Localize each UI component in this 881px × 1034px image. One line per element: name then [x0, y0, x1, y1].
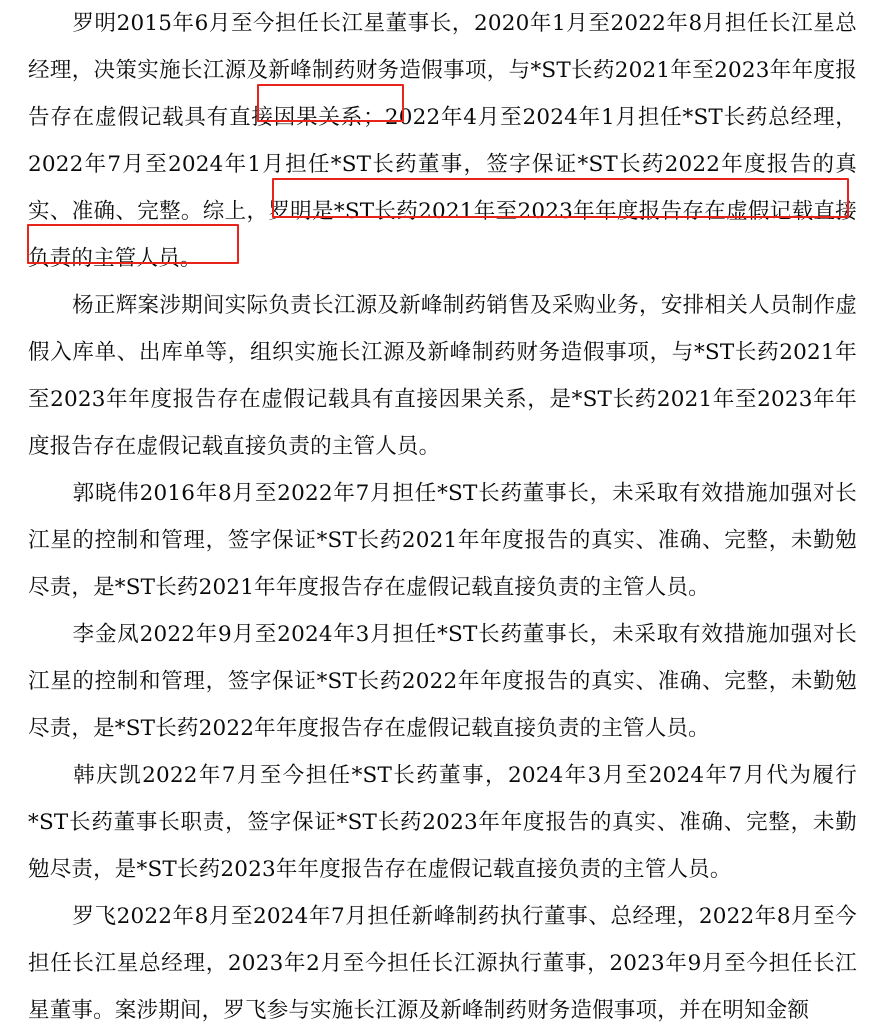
paragraph-block: [0, 0, 881, 282]
paragraph-block: [0, 611, 881, 752]
paragraph-text-segment: 。: [179, 246, 202, 271]
paragraph-luo-fei: [0, 893, 881, 1034]
paragraph-text-segment: 罗飞2022年8月至2024年7月担任新峰制药执行董事、总经理，2022年8月至今担任长江星总经理，2023年2月至今担任长江源执行董事，2023年9月至今担任长江星董事。案涉期间，罗飞参与实施长江源及新峰制药财务造假事项，并在明知金额: [28, 904, 857, 1023]
paragraph-text-segment: 2022年4月至2024年1月担任*ST长药总经理，2022年7月至2024年1月担任*ST长药董事，签字保证*ST长药2022年度报告的真实、准确、完整。综上，: [28, 105, 857, 224]
paragraph-block: [0, 282, 881, 470]
paragraph-luo-ming: [0, 0, 881, 282]
paragraph-text-segment: 郭晓伟2016年8月至2022年7月担任*ST长药董事长，未采取有效措施加强对长江星的控制和管理，签字保证*ST长药2021年年度报告的真实、准确、完整，未勤勉尽责，是*ST长药2021年年度报告存在虚假记载直接负责的主管人员。: [28, 481, 857, 600]
highlighted-text-responsible-person: 罗明是*ST长药2021年至2023年年度报告存在虚假记载直接负责的主管人员: [28, 199, 858, 271]
paragraph-guo-xiaowei: [0, 470, 881, 611]
paragraph-block: [0, 752, 881, 893]
paragraph-han-qingkai: [0, 752, 881, 893]
paragraph-text-segment: 李金凤2022年9月至2024年3月担任*ST长药董事长，未采取有效措施加强对长江星的控制和管理，签字保证*ST长药2022年年度报告的真实、准确、完整，未勤勉尽责，是*ST长药2022年年度报告存在虚假记载直接负责的主管人员。: [28, 622, 857, 741]
paragraph-text-segment: 韩庆凯2022年7月至今担任*ST长药董事，2024年3月至2024年7月代为履行*ST长药董事长职责，签字保证*ST长药2023年年度报告的真实、准确、完整，未勤勉尽责，是*ST长药2023年年度报告存在虚假记载直接负责的主管人员。: [28, 763, 857, 882]
paragraph-block: [0, 470, 881, 611]
paragraph-text-segment: 罗明2015年6月至今担任长江星董事长，2020年1月至2022年8月担任长江星总经理，决策实施长江源及新峰制药财务造假事项，与*ST长药2021年至2023年年度报告存在虚假记载具有: [28, 11, 857, 130]
paragraph-text-segment: 杨正辉案涉期间实际负责长江源及新峰制药销售及采购业务，安排相关人员制作虚假入库单、出库单等，组织实施长江源及新峰制药财务造假事项，与*ST长药2021年至2023年年度报告存在虚假记载具有直接因果关系，是*ST长药2021年至2023年年度报告存在虚假记载直接负责的主管人员。: [28, 293, 857, 459]
highlighted-text-direct-causation: 直接因果关系；: [229, 105, 385, 130]
paragraph-yang-zhenghui: [0, 282, 881, 470]
paragraph-li-jinfeng: [0, 611, 881, 752]
paragraph-block: [0, 893, 881, 1034]
